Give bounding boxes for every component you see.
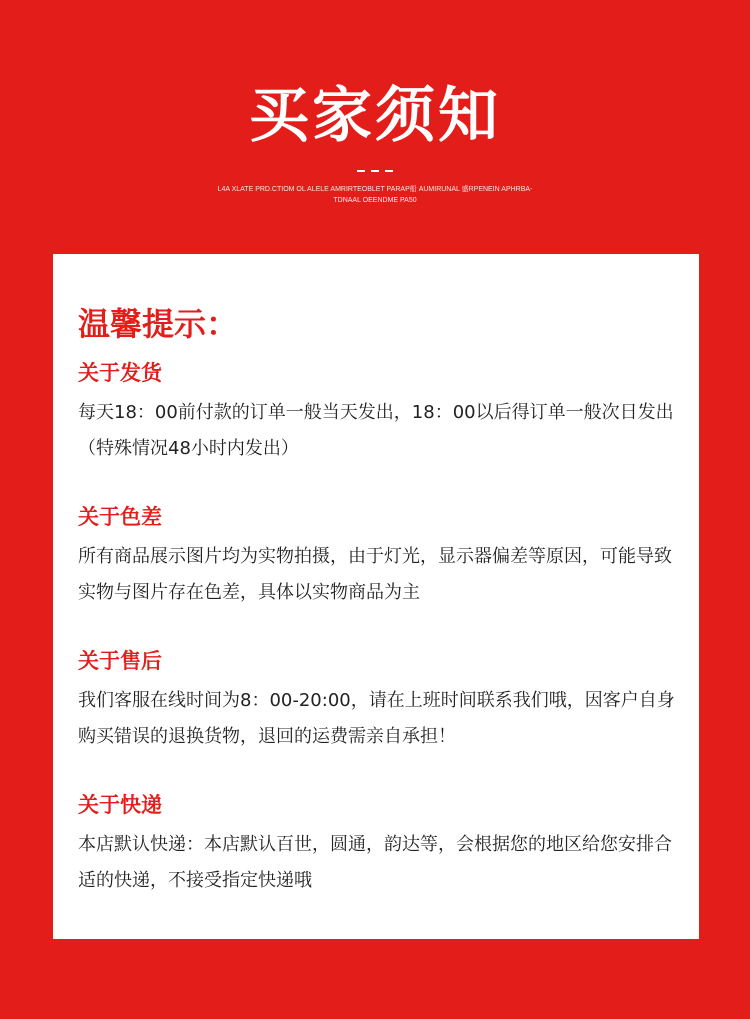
page-subtitle: L4A XLATE PRD.CTIOM OL ALELE AMRIRTEOBLET PARAP船 AUMIRUNAL 盛RPENEIN APHRBA- TDNAAL OEENDME PA50 bbox=[217, 186, 533, 204]
section-body: 每天18：00前付款的订单一般当天发出，18：00以后得订单一般次日发出（特殊情况48小时内发出） bbox=[78, 402, 674, 459]
divider-dash bbox=[371, 170, 379, 172]
title-divider bbox=[357, 170, 393, 172]
divider-dash bbox=[357, 170, 365, 172]
section-title: 关于售后 bbox=[78, 649, 162, 673]
divider-dash bbox=[385, 170, 393, 172]
section-courier bbox=[78, 791, 678, 899]
section-body: 本店默认快递：本店默认百世，圆通，韵达等，会根据您的地区给您安排合适的快递，不接受指定快递哦 bbox=[78, 834, 672, 891]
notice-heading: 温馨提示： bbox=[78, 305, 239, 343]
section-title: 关于发货 bbox=[78, 361, 162, 385]
section-body: 我们客服在线时间为8：00-20:00，请在上班时间联系我们哦，因客户自身购买错误的退换货物，退回的运费需亲自承担！ bbox=[78, 690, 675, 747]
section-after-sales bbox=[78, 647, 678, 755]
notice-panel bbox=[53, 254, 699, 939]
page-title: 买家须知 bbox=[249, 81, 501, 151]
section-shipping bbox=[78, 359, 678, 467]
section-title: 关于快递 bbox=[78, 793, 162, 817]
section-body: 所有商品展示图片均为实物拍摄，由于灯光，显示器偏差等原因，可能导致实物与图片存在色差，具体以实物商品为主 bbox=[78, 546, 672, 603]
section-title: 关于色差 bbox=[78, 505, 162, 529]
section-color-difference bbox=[78, 503, 678, 611]
